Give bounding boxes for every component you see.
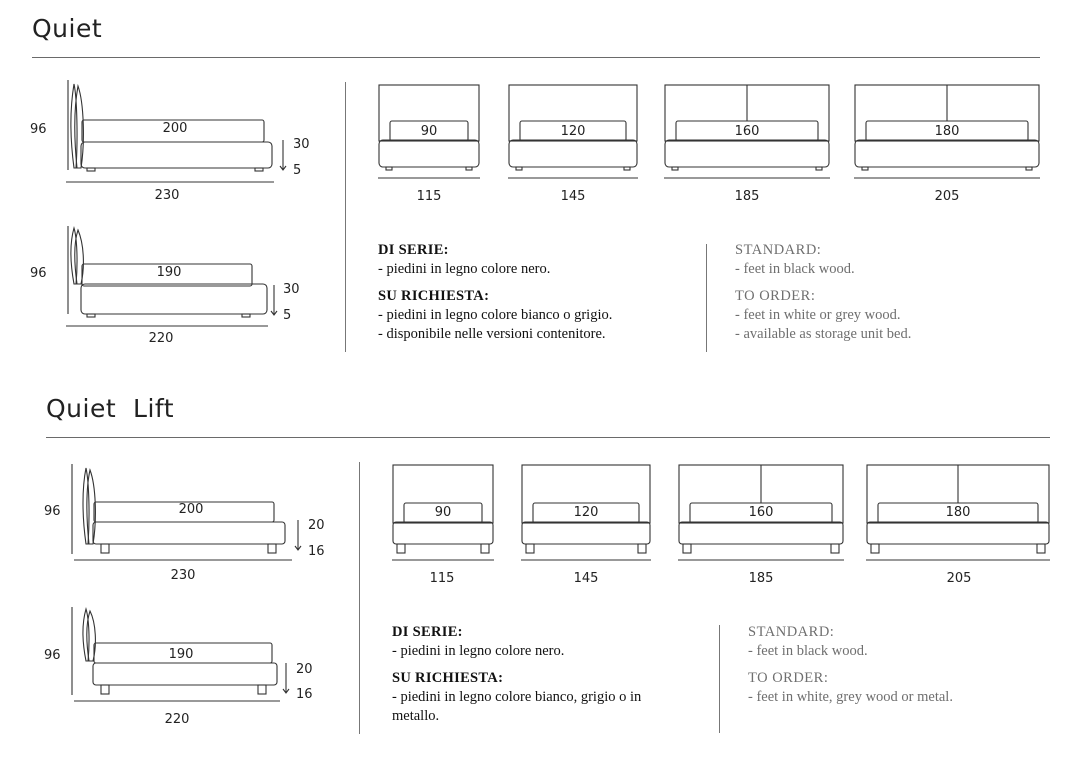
mattress-width-label: 160 (748, 505, 774, 520)
standard-line-it: - piedini in legno colore nero. (392, 643, 565, 659)
standard-heading-it: DI SERIE: (378, 242, 449, 258)
height-arrow (295, 520, 303, 560)
notes-italian (392, 623, 641, 726)
feet-height-label: 5 (283, 308, 292, 323)
order-line-it: - piedini in legno colore bianco, grigio o in (392, 689, 642, 705)
order-heading-it: SU RICHIESTA: (378, 288, 490, 304)
notes-divider (719, 625, 720, 733)
mattress-length-label: 190 (156, 265, 182, 280)
order-heading-en: TO ORDER: (748, 670, 829, 686)
notes-english (735, 241, 911, 344)
mattress-width-label: 90 (420, 124, 438, 139)
order-line-it: - disponibile nelle versioni contenitore. (378, 326, 606, 342)
title-rule (46, 437, 1050, 438)
standard-line-en: - feet in black wood. (748, 643, 868, 659)
mattress-width-label: 120 (560, 124, 586, 139)
frame-height-label: 30 (293, 137, 310, 152)
order-line-it: - piedini in legno colore bianco o grigio. (378, 307, 613, 323)
bed-width-label: 115 (416, 189, 442, 204)
bed-width-label: 145 (573, 571, 599, 586)
standard-line-en: - feet in black wood. (735, 261, 855, 277)
mattress-length-label: 200 (178, 502, 204, 517)
height-label: 96 (44, 648, 61, 663)
bed-width-label: 205 (934, 189, 960, 204)
feet-height-label: 5 (293, 163, 302, 178)
order-line-en: - feet in white or grey wood. (735, 307, 901, 323)
notes-divider (706, 244, 707, 352)
notes-english (748, 623, 953, 707)
height-arrow (271, 285, 279, 325)
feet-height-label: 16 (296, 687, 313, 702)
order-line-it: metallo. (392, 708, 440, 724)
total-length-label: 230 (154, 188, 180, 203)
notes-italian (378, 241, 612, 344)
bed-width-label: 115 (429, 571, 455, 586)
order-line-en: - available as storage unit bed. (735, 326, 912, 342)
feet-height-label: 16 (308, 544, 325, 559)
height-label: 96 (30, 266, 47, 281)
order-heading-en: TO ORDER: (735, 288, 816, 304)
column-divider (345, 82, 346, 352)
total-length-label: 220 (148, 331, 174, 346)
standard-line-it: - piedini in legno colore nero. (378, 261, 551, 277)
section-title-quiet-lift: Quiet Lift (46, 394, 175, 423)
height-label: 96 (44, 504, 61, 519)
frame-height-label: 20 (308, 518, 325, 533)
mattress-width-label: 180 (945, 505, 971, 520)
order-heading-it: SU RICHIESTA: (392, 670, 504, 686)
frame-height-label: 20 (296, 662, 313, 677)
mattress-width-label: 120 (573, 505, 599, 520)
bed-width-label: 185 (734, 189, 760, 204)
frame-height-label: 30 (283, 282, 300, 297)
mattress-length-label: 190 (168, 647, 194, 662)
mattress-width-label: 90 (434, 505, 452, 520)
total-length-label: 220 (164, 712, 190, 727)
mattress-width-label: 180 (934, 124, 960, 139)
height-arrow (283, 663, 291, 703)
standard-heading-it: DI SERIE: (392, 624, 463, 640)
title-rule (32, 57, 1040, 58)
mattress-length-label: 200 (162, 121, 188, 136)
column-divider (359, 462, 360, 734)
bed-width-label: 205 (946, 571, 972, 586)
mattress-width-label: 160 (734, 124, 760, 139)
total-length-label: 230 (170, 568, 196, 583)
height-arrow (280, 140, 288, 180)
standard-heading-en: STANDARD: (735, 242, 822, 258)
standard-heading-en: STANDARD: (748, 624, 835, 640)
order-line-en: - feet in white, grey wood or metal. (748, 689, 953, 705)
height-label: 96 (30, 122, 47, 137)
bed-width-label: 185 (748, 571, 774, 586)
bed-width-label: 145 (560, 189, 586, 204)
section-title-quiet: Quiet (32, 14, 103, 43)
